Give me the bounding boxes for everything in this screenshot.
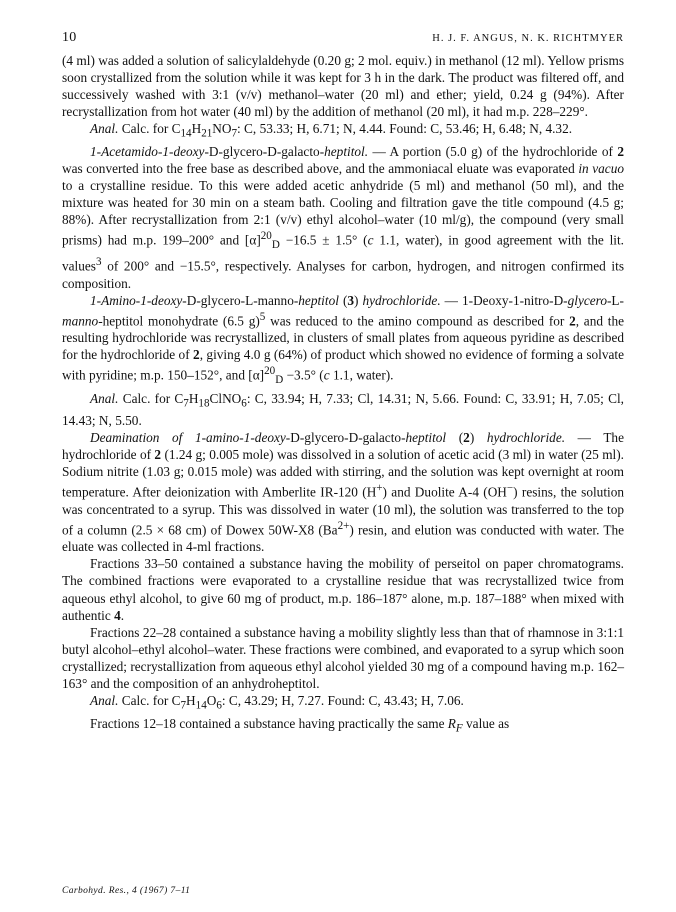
paragraph: 1-Acetamido-1-deoxy-D-glycero-D-galacto-heptitol. — A portion (5.0 g) of the hydrochloride of 2 was converted into the free base as described above, and the ammoniacal eluate was evaporated in vacuo to a crystalline residue. To this were added acetic anhydride (5 ml) and methanol (50 ml), and the mixture was heated for 30 min on a steam bath. Cooling and filtration gave the title compound (4.5 g; 88%). After recrystallization from 2:1 (v/v) ethyl alcohol–water (10 ml/g), the compound (very small prisms) had m.p. 199–200° and $[\alpha]^{20}_D -16.5 \pm 1.5^\circ$ (c 1.1, water), in good agreement with the lit. values$^3$ of 200° and −15.5°, respectively. Analyses for carbon, hydrogen, and nitrogen confirmed its composition. xyxy=(62,143,624,291)
running-header xyxy=(62,30,624,46)
paragraph: 1-Amino-1-deoxy-D-glycero-L-manno-heptitol (3) hydrochloride. — 1-Deoxy-1-nitro-D-glycero-L-manno-heptitol monohydrate (6.5 g)$^5$ was reduced to the amino compound as described for 2, and the resulting hydrochloride was recrystallized, in clusters of small plates from aqueous pyridine as described for the hydrochloride of 2, giving 4.0 g (64%) of product which showed no evidence of forming a solvate with pyridine; m.p. 150–152°, and $[\alpha]^{20}_D -3.5^\circ$ (c 1.1, water). xyxy=(62,292,624,387)
paragraph: Fractions 33–50 contained a substance having the mobility of perseitol on paper chromatograms. The combined fractions were evaporated to a crystalline residue that was recrystallized twice from aqueous ethyl alcohol, to give 60 mg of product, m.p. 186–187° alone, m.p. 187–188° when mixed with authentic 4. xyxy=(62,556,624,623)
page xyxy=(62,30,624,737)
paragraph: Anal. Calc. for $C_7H_{18}ClNO_6$: C, 33.94; H, 7.33; Cl, 14.31; N, 5.66. Found: C, 33.91; H, 7.05; Cl, 14.43; N, 5.50. xyxy=(62,390,624,429)
paragraph: (4 ml) was added a solution of salicylaldehyde (0.20 g; 2 mol. equiv.) in methanol (12 ml). Yellow prisms soon crystallized from the solution while it was kept for 3 h in the dark. The product was filtered off, and successively washed with 3:1 (v/v) methanol–water (20 ml) and ether; yield, 0.24 g (94%). After recrystallization from hot water (40 ml) by the addition of methanol (20 ml), it had m.p. 228–229°. xyxy=(62,53,624,120)
journal-footer: Carbohyd. Res., 4 (1967) 7–11 xyxy=(62,886,191,896)
paragraph: Fractions 12–18 contained a substance having practically the same $R_F$ value as xyxy=(90,715,510,735)
body-text xyxy=(62,52,624,737)
page-number: 10 xyxy=(62,30,77,45)
running-head-authors: H. J. F. ANGUS, N. K. RICHTMYER xyxy=(432,33,624,44)
paragraph: Anal. Calc. for $C_{14}H_{21}NO_7$: C, 53.33; H, 6.71; N, 4.44. Found: C, 53.46; H, 6.48; N, 4.32. xyxy=(90,121,573,140)
paragraph: Anal. Calc. for $C_7H_{14}O_6$: C, 43.29; H, 7.27. Found: C, 43.43; H, 7.06. xyxy=(90,692,464,712)
paragraph: Deamination of 1-amino-1-deoxy-D-glycero-D-galacto-heptitol (2) hydrochloride. — The hydrochloride of 2 (1.24 g; 0.005 mole) was dissolved in a solution of acetic acid (3 ml) in water (25 ml). Sodium nitrite (1.03 g; 0.015 mole) was added with stirring, and the solution was kept overnight at room temperature. After deionization with Amberlite IR-120 (H+) and Duolite A-4 (OH−) resins, the solution was concentrated to a syrup. This was dissolved in water (10 ml), the solution was transferred to the top of a column (2.5 × 68 cm) of Dowex 50W-X8 $(Ba^{2+})$ resin, and elution was conducted with water. The eluate was collected in 4-ml fractions. xyxy=(62,430,624,555)
paragraph: Fractions 22–28 contained a substance having a mobility slightly less than that of rhamnose in 3:1:1 butyl alcohol–ethyl alcohol–water. These fractions were combined, and evaporated to a syrup which soon crystallized; recrystallization from aqueous ethyl alcohol yielded 30 mg of a compound having m.p. 162–163° and the composition of an anhydroheptitol. xyxy=(62,624,624,691)
